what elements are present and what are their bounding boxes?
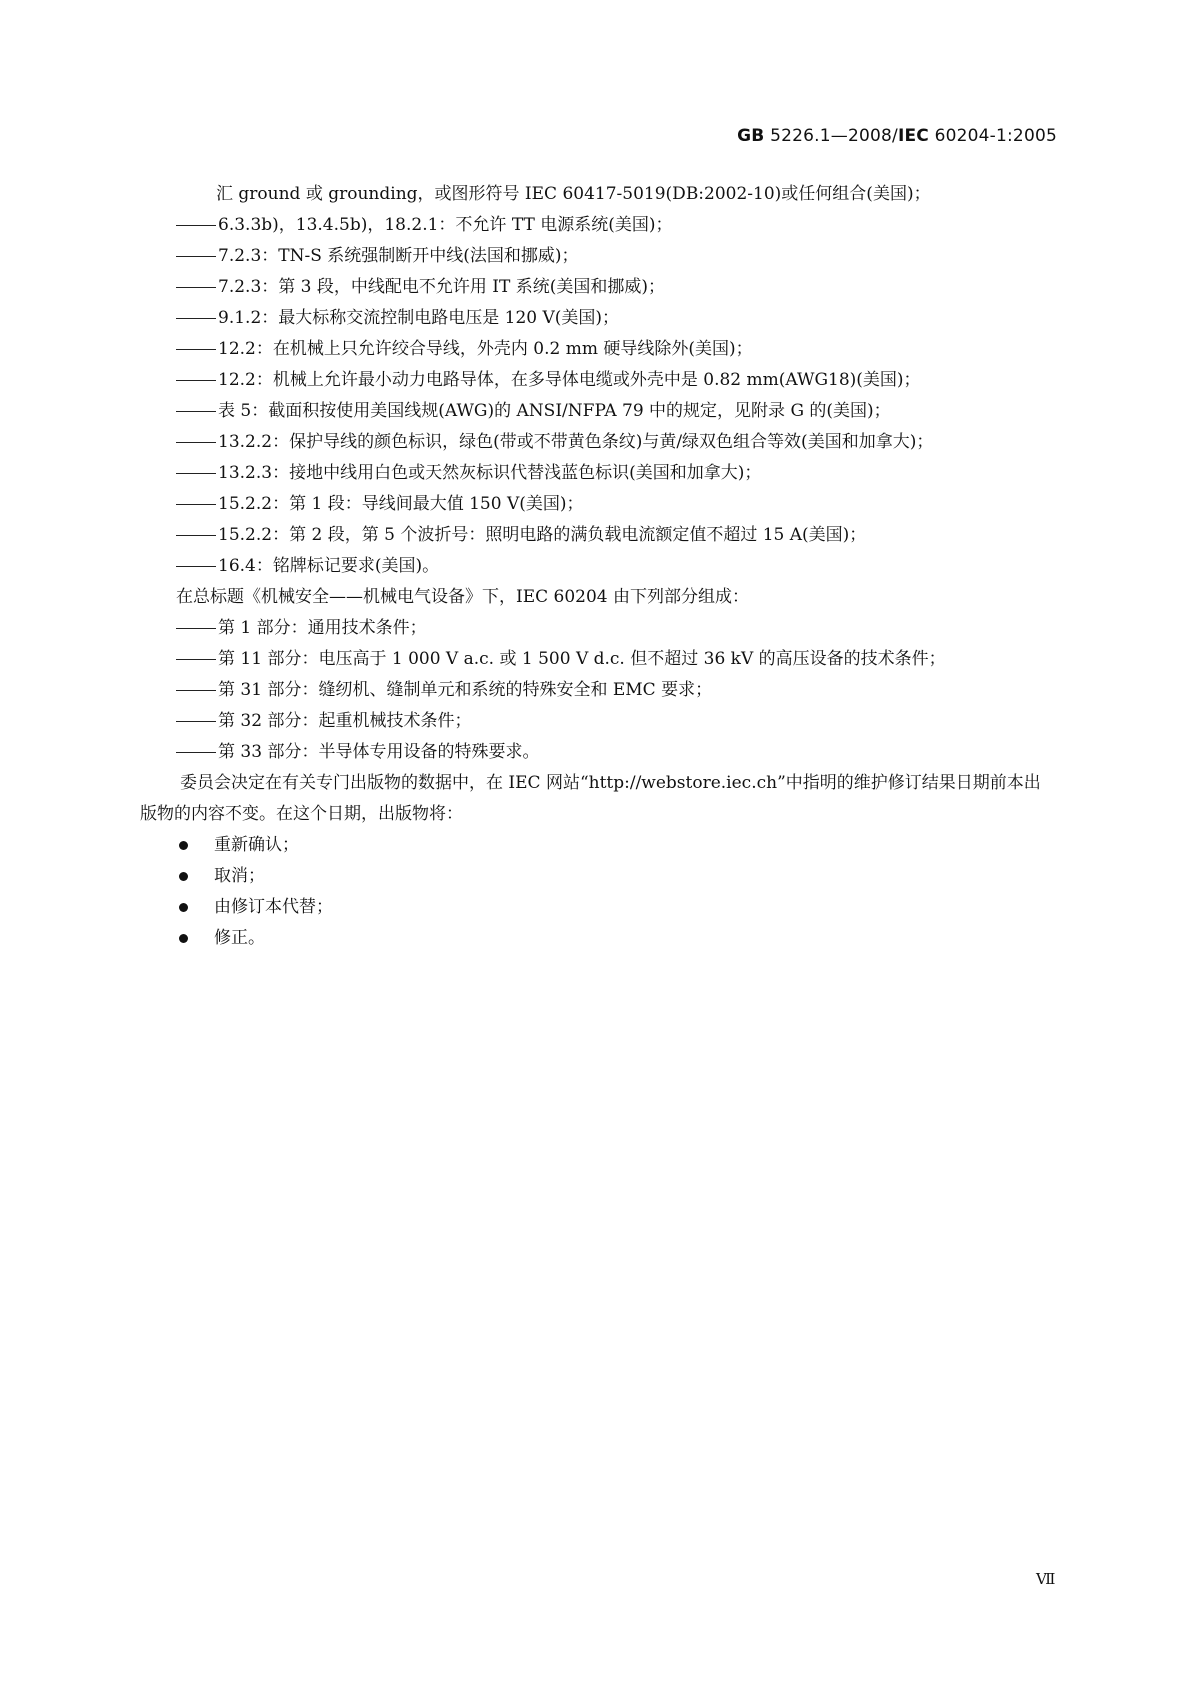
outcome-text: 重新确认； (214, 835, 299, 855)
deviation-item (176, 551, 1060, 582)
dash-mark (176, 225, 216, 226)
committee-paragraph: 委员会决定在有关专门出版物的数据中，在 IEC 网站“http://webstore.iec.ch”中指明的维护修订结果日期前本出版物的内容不变。在这个日期，出版物将： (140, 773, 1041, 824)
dash-mark (176, 690, 216, 691)
deviation-item (176, 396, 1060, 427)
iec-prefix: IEC (897, 126, 929, 146)
dash-mark (176, 535, 216, 536)
deviation-item (176, 458, 1060, 489)
bullet-icon (179, 934, 188, 943)
document-body (140, 179, 1060, 954)
dash-mark (176, 318, 216, 319)
page-number: Ⅶ (1036, 1570, 1056, 1588)
gb-number: 5226.1—2008/ (764, 126, 898, 146)
outcome-item (176, 892, 1060, 923)
bullet-icon (179, 872, 188, 881)
deviation-text: 12.2：机械上允许最小动力电路导体，在多导体电缆或外壳中是 0.82 mm(AWG18)(美国)； (218, 370, 921, 390)
dash-mark (176, 411, 216, 412)
part-text: 第 33 部分：半导体专用设备的特殊要求。 (218, 742, 540, 762)
part-text: 第 1 部分：通用技术条件； (218, 618, 427, 638)
deviation-text: 12.2：在机械上只允许绞合导线，外壳内 0.2 mm 硬导线除外(美国)； (218, 339, 753, 359)
dash-mark (176, 504, 216, 505)
deviation-text: 7.2.3：TN-S 系统强制断开中线(法国和挪威)； (218, 246, 579, 266)
deviation-item (176, 241, 1060, 272)
outcome-text: 修正。 (214, 928, 265, 948)
part-text: 第 31 部分：缝纫机、缝制单元和系统的特殊安全和 EMC 要求； (218, 680, 713, 700)
outcome-item (176, 861, 1060, 892)
dash-mark (176, 473, 216, 474)
dash-mark (176, 349, 216, 350)
bullet-icon (179, 841, 188, 850)
deviation-item (176, 272, 1060, 303)
deviation-text: 表 5：截面积按使用美国线规(AWG)的 ANSI/NFPA 79 中的规定，见附录 G 的(美国)； (218, 401, 891, 421)
deviation-text: 15.2.2：第 2 段，第 5 个波折号：照明电路的满负载电流额定值不超过 15 A(美国)； (218, 525, 867, 545)
iec-number: 60204-1:2005 (928, 126, 1057, 146)
deviation-text: 13.2.3：接地中线用白色或天然灰标识代替浅蓝色标识(美国和加拿大)； (218, 463, 762, 483)
part-item (176, 644, 1060, 675)
part-item (176, 737, 1060, 768)
bullet-icon (179, 903, 188, 912)
deviation-item (176, 489, 1060, 520)
deviation-text: 6.3.3b)，13.4.5b)，18.2.1：不允许 TT 电源系统(美国)； (218, 215, 673, 235)
part-text: 第 11 部分：电压高于 1 000 V a.c. 或 1 500 V d.c. 但不超过 36 kV 的高压设备的技术条件； (218, 649, 946, 669)
deviation-item (176, 210, 1060, 241)
outcome-item (176, 923, 1060, 954)
part-text: 第 32 部分：起重机械技术条件； (218, 711, 472, 731)
document-header (737, 126, 1057, 146)
dash-mark (176, 256, 216, 257)
deviation-item (176, 334, 1060, 365)
deviation-item (176, 303, 1060, 334)
dash-mark (176, 566, 216, 567)
deviation-text: 16.4：铭牌标记要求(美国)。 (218, 556, 440, 576)
deviation-text: 13.2.2：保护导线的颜色标识，绿色(带或不带黄色条纹)与黄/绿双色组合等效(美国和加拿大)； (218, 432, 934, 452)
outcome-text: 取消； (214, 866, 265, 886)
dash-mark (176, 287, 216, 288)
gb-prefix: GB (737, 126, 765, 146)
part-item (176, 675, 1060, 706)
dash-mark (176, 721, 216, 722)
deviation-item (176, 365, 1060, 396)
part-item (176, 706, 1060, 737)
parts-intro: 在总标题《机械安全——机械电气设备》下，IEC 60204 由下列部分组成： (176, 587, 750, 607)
dash-mark (176, 752, 216, 753)
dash-mark (176, 628, 216, 629)
dash-mark (176, 442, 216, 443)
dash-mark (176, 380, 216, 381)
intro-line: 汇 ground 或 grounding，或图形符号 IEC 60417-5019(DB:2002-10)或任何组合(美国)； (216, 184, 931, 204)
deviation-text: 7.2.3：第 3 段，中线配电不允许用 IT 系统(美国和挪威)； (218, 277, 666, 297)
deviation-item (176, 520, 1060, 551)
outcome-text: 由修订本代替； (214, 897, 333, 917)
deviation-text: 9.1.2：最大标称交流控制电路电压是 120 V(美国)； (218, 308, 620, 328)
dash-mark (176, 659, 216, 660)
deviation-item (176, 427, 1060, 458)
deviation-text: 15.2.2：第 1 段：导线间最大值 150 V(美国)； (218, 494, 584, 514)
part-item (176, 613, 1060, 644)
outcome-item (176, 830, 1060, 861)
